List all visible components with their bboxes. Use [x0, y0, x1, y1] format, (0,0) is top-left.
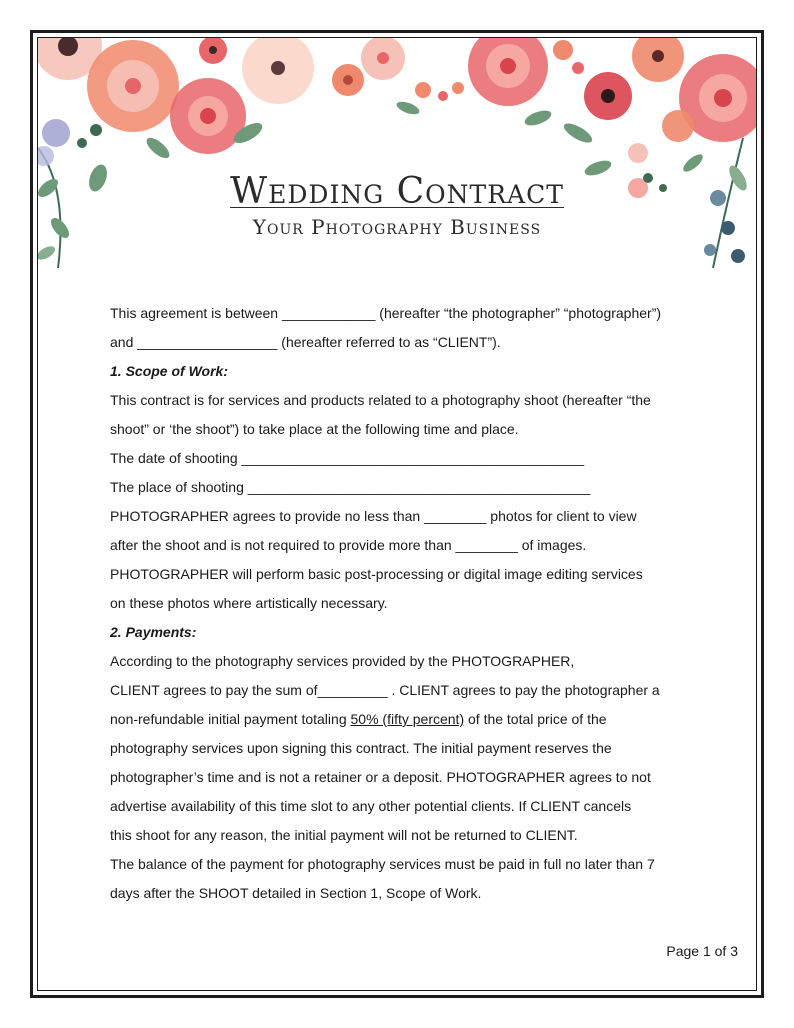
document-subtitle: Your Photography Business — [252, 215, 542, 239]
scope-line: PHOTOGRAPHER agrees to provide no less than ________ photos for client to view — [110, 508, 637, 524]
scope-line: shoot” or ‘the shoot”) to take place at the following time and place. — [110, 421, 519, 437]
payments-text: of the total price of the — [464, 711, 607, 727]
page-number: Page 1 of 3 — [666, 943, 738, 959]
contract-body — [110, 299, 710, 908]
section-heading-payments: 2. Payments: — [110, 624, 197, 640]
payments-line: According to the photography services provided by the PHOTOGRAPHER, — [110, 653, 575, 669]
scope-line: PHOTOGRAPHER will perform basic post-processing or digital image editing services — [110, 566, 643, 582]
payments-line: this shoot for any reason, the initial payment will not be returned to CLIENT. — [110, 827, 578, 843]
intro-line: and __________________ (hereafter referred to as “CLIENT”). — [110, 334, 501, 350]
scope-line: on these photos where artistically necessary. — [110, 595, 388, 611]
center-floral-cluster — [332, 38, 584, 128]
payments-line: CLIENT agrees to pay the sum of_________ . CLIENT agrees to pay the photographer a — [110, 682, 660, 698]
scope-line: This contract is for services and products related to a photography shoot (hereafter “the — [110, 392, 651, 408]
scope-line: after the shoot and is not required to provide more than ________ of images. — [110, 537, 587, 553]
payments-line: days after the SHOOT detailed in Section 1, Scope of Work. — [110, 885, 482, 901]
section-heading-scope: 1. Scope of Work: — [110, 363, 228, 379]
shooting-place-line: The place of shooting ____________________________________________ — [110, 479, 591, 495]
payments-line: The balance of the payment for photography services must be paid in full no later than 7 — [110, 856, 655, 872]
shooting-date-line: The date of shooting ____________________________________________ — [110, 450, 585, 466]
initial-payment-percent: 50% (fifty percent) — [350, 711, 465, 727]
payments-text: non-refundable initial payment totaling — [110, 711, 351, 727]
document-title: Wedding Contract — [230, 171, 564, 212]
payments-line: photographer’s time and is not a retainer or a deposit. PHOTOGRAPHER agrees to not — [110, 769, 651, 785]
payments-line: photography services upon signing this contract. The initial payment reserves the — [110, 740, 612, 756]
payments-line-initial-payment — [110, 705, 710, 734]
intro-line: This agreement is between ____________ (hereafter “the photographer” “photographer”) — [110, 305, 662, 321]
title-block — [0, 170, 794, 240]
payments-line: advertise availability of this time slot to any other potential clients. If CLIENT cancels — [110, 798, 632, 814]
floral-header-illustration — [38, 38, 756, 278]
